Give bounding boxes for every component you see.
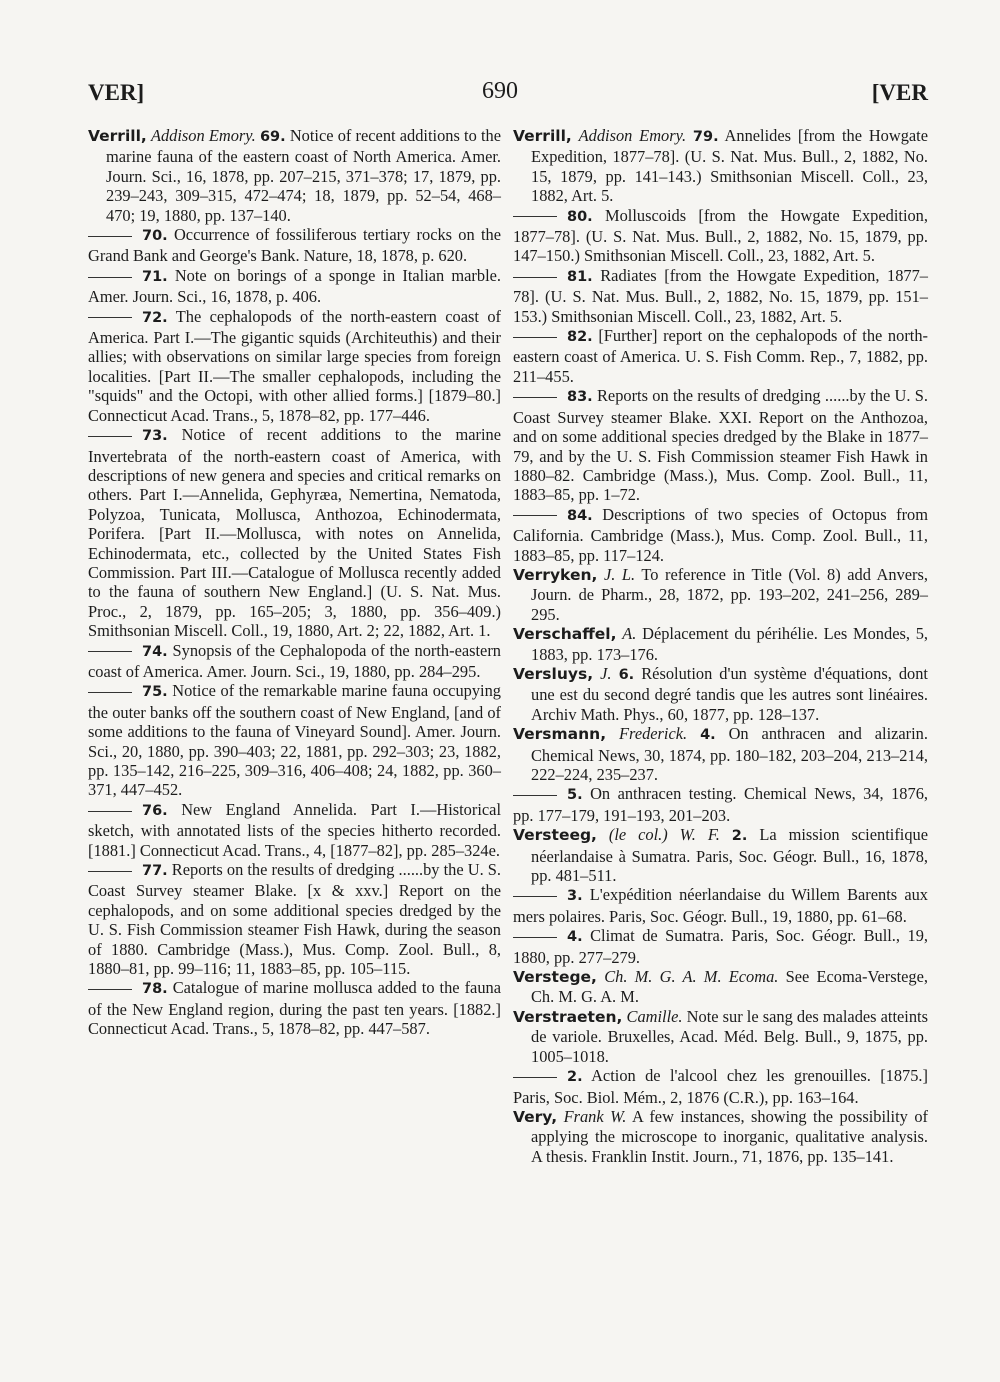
bib-entry xyxy=(513,1007,928,1066)
bib-entry xyxy=(513,885,928,926)
ditto-dash xyxy=(513,795,557,796)
entry-text: Notice of recent additions to the marine fauna of the eastern coast of North America. Amer. Journ. Sci., 16, 1878, pp. 207–215, 371–378; 17, 1879, pp. 239–243, 309–315, 472–474; 18, 1879, pp. 52–54, 468–470; 19, 1880, pp. 137–140. xyxy=(106,126,501,225)
right-column xyxy=(513,126,928,1166)
entry-text: Annelides [from the Howgate Expedition, 1877–78]. (U. S. Nat. Mus. Bull., 2, 1882, No. 15, 1879, pp. 141–143.) Smithsonian Miscell. Coll., 23, 1882, Art. 5. xyxy=(531,126,929,206)
entry-author: Versluys, xyxy=(513,664,594,683)
ditto-dash xyxy=(88,236,132,237)
ditto-dash xyxy=(513,1077,557,1078)
entry-number: 73. xyxy=(142,428,168,445)
ditto-dash xyxy=(88,436,132,437)
bib-entry xyxy=(88,860,501,978)
ditto-dash xyxy=(513,216,557,217)
entry-text: Note sur le sang des malades atteints de variole. Bruxelles, Acad. Méd. Belg. Bull., 9, 1875, pp. 1005–1018. xyxy=(531,1006,928,1066)
entry-text: New England Annelida. Part I.—Historical sketch, with annotated lists of the species hitherto recorded. [1881.] Connecticut Acad. Trans., 4, [1877–82], pp. 285–324e. xyxy=(88,799,501,860)
entry-author: Very, xyxy=(513,1107,558,1126)
bib-entry xyxy=(88,978,501,1038)
entry-text: Catalogue of marine mollusca added to the fauna of the New England region, during the past ten years. [1882.] Connecticut Acad. Trans., 5, 1878–82, pp. 447–587. xyxy=(88,978,501,1039)
bib-entry xyxy=(88,307,501,425)
entry-number: 81. xyxy=(567,268,593,285)
bib-entry xyxy=(88,800,501,860)
bib-entry xyxy=(513,386,928,504)
running-head-left: VER] xyxy=(88,80,145,105)
ditto-dash xyxy=(513,515,557,516)
entry-number: 2. xyxy=(731,828,748,845)
entry-text: Résolution d'un système d'équations, dont une est du second degré tandis que les autres sont linéaires. Archiv Math. Phys., 60, 1877, pp. 128–137. xyxy=(531,663,928,724)
entry-number: 78. xyxy=(142,981,168,998)
ditto-dash xyxy=(88,651,132,652)
entry-text: Descriptions of two species of Octopus from California. Cambridge (Mass.), Mus. Comp. Zool. Bull., 11, 1883–85, pp. 117–124. xyxy=(513,504,928,565)
entry-number: 74. xyxy=(142,643,168,660)
ditto-dash xyxy=(513,397,557,398)
bib-entry xyxy=(513,624,928,664)
entry-number: 80. xyxy=(567,208,593,225)
bib-entry xyxy=(513,825,928,885)
bib-entry xyxy=(513,1107,928,1166)
entry-author-given: J. L. xyxy=(603,564,636,584)
bib-entry xyxy=(88,681,501,799)
entry-number: 2. xyxy=(567,1069,583,1086)
bib-entry xyxy=(513,1066,928,1107)
ditto-dash xyxy=(88,989,132,990)
bib-entry xyxy=(513,664,928,724)
bib-entry xyxy=(88,266,501,307)
entry-number: 69. xyxy=(259,129,286,145)
entry-author-given: Frank W. xyxy=(563,1106,627,1126)
entry-number: 3. xyxy=(567,888,583,905)
entry-number: 82. xyxy=(567,329,593,346)
entry-text: Reports on the results of dredging ......by the U. S. Coast Survey steamer Blake. [x & xxv.] Report on the cephalopods, and on some additional species dredged by the U. S. Fish Commission steamer Fish Hawk, during the season of 1880. Cambridge (Mass.), Mus. Comp. Zool. Bull., 8, 1880–81, pp. 99–116; 11, 1883–85, pp. 105–115. xyxy=(88,860,501,979)
bib-entry xyxy=(513,967,928,1007)
entry-number: 6. xyxy=(618,666,635,683)
entry-number: 77. xyxy=(142,863,168,880)
entry-text: Action de l'alcool chez les grenouilles. [1875.] Paris, Soc. Biol. Mém., 2, 1876 (C.R.), pp. 163–164. xyxy=(513,1066,928,1107)
entry-number: 5. xyxy=(567,787,583,804)
entry-number: 70. xyxy=(142,228,168,245)
entry-author-given: Addison Emory. xyxy=(578,126,687,145)
bib-entry xyxy=(513,724,928,784)
entry-number: 83. xyxy=(567,389,593,406)
entry-text: Déplacement du périhélie. Les Mondes, 5, 1883, pp. 173–176. xyxy=(531,624,928,664)
entry-author-given: Camille. xyxy=(626,1006,683,1026)
bib-entry xyxy=(88,641,501,682)
bib-entry xyxy=(513,565,928,624)
ditto-dash xyxy=(88,317,132,318)
entry-text: L'expédition néerlandaise du Willem Barents aux mers polaires. Paris, Soc. Géogr. Bull., 19, 1880, pp. 61–68. xyxy=(513,885,928,926)
entry-author: Verryken, xyxy=(513,565,598,584)
page-number: 690 xyxy=(482,78,518,104)
ditto-dash xyxy=(88,871,132,872)
entry-author-given: Frederick. xyxy=(619,724,688,744)
entry-number: 71. xyxy=(142,268,168,285)
entry-text: Note on borings of a sponge in Italian marble. Amer. Journ. Sci., 16, 1878, p. 406. xyxy=(88,265,501,307)
running-head-right: [VER xyxy=(871,80,928,105)
entry-author: Versteeg, xyxy=(513,826,597,845)
entry-number: 79. xyxy=(692,129,719,145)
bib-entry xyxy=(88,126,501,225)
entry-author: Verrill, xyxy=(88,127,147,145)
left-column xyxy=(88,126,501,1039)
ditto-dash xyxy=(513,937,557,938)
entry-text: On anthracen testing. Chemical News, 34, 1876, pp. 177–179, 191–193, 201–203. xyxy=(513,784,928,825)
bib-entry xyxy=(513,266,928,326)
entry-text: Reports on the results of dredging ......by the U. S. Coast Survey steamer Blake. XXI. Report on the Anthozoa, and on some additional species dredged by the Blake in 1877–79, and by the U. S. Fish Commission steamer Fish Hawk in 1880–82. Cambridge (Mass.), Mus. Comp. Zool. Bull., 11, 1883–85, pp. 1–72. xyxy=(513,386,928,505)
ditto-dash xyxy=(88,811,132,812)
entry-text: [Further] report on the cephalopods of the north-eastern coast of America. U. S. Fish Comm. Rep., 7, 1882, pp. 211–455. xyxy=(513,326,928,386)
entry-text: Notice of recent additions to the marine Invertebrata of the north-eastern coast of America, with descriptions of new genera and species and critical remarks on others. Part I.—Annelida, Gephyræa, Nemertina, Nematoda, Polyzoa, Tunicata, Mollusca, Anthozoa, Echinodermata, Porifera. [Part II.—Mollusca, with notes on Annelida, Echinodermata, etc., collected by the United States Fish Commission. Part III.—Catalogue of Mollusca recently added to the fauna of southern New England.] (U. S. Nat. Mus. Proc., 2, 1879, pp. 165–205; 3, 1880, pp. 356–409.) Smithsonian Miscell. Coll., 19, 1880, Art. 2; 22, 1882, Art. 1. xyxy=(88,425,501,641)
entry-text: La mission scientifique néerlandaise à Sumatra. Paris, Soc. Géogr. Bull., 16, 1878, pp. 481–511. xyxy=(531,825,928,886)
ditto-dash xyxy=(513,277,557,278)
entry-author-given: J. xyxy=(600,663,612,683)
bib-entry xyxy=(513,505,928,565)
bib-entry xyxy=(513,126,928,206)
entry-author: Verstraeten, xyxy=(513,1007,623,1026)
entry-text: See Ecoma-Verstege, Ch. M. G. A. M. xyxy=(531,967,929,1007)
ditto-dash xyxy=(513,337,557,338)
entry-author-given: A. xyxy=(622,624,637,644)
entry-text: Synopsis of the Cephalopoda of the north-eastern coast of America. Amer. Journ. Sci., 19, 1880, pp. 284–295. xyxy=(88,640,501,681)
ditto-dash xyxy=(513,896,557,897)
bib-entry xyxy=(513,784,928,825)
ditto-dash xyxy=(88,277,132,278)
entry-text: Occurrence of fossiliferous tertiary rocks on the Grand Bank and George's Bank. Nature, 18, 1878, p. 620. xyxy=(88,225,501,266)
entry-number: 4. xyxy=(700,727,716,744)
entry-author-given: (le col.) W. F. xyxy=(608,825,720,845)
entry-author: Verrill, xyxy=(513,127,572,145)
bib-entry xyxy=(513,206,928,266)
entry-author: Verstege, xyxy=(513,968,597,987)
entry-number: 4. xyxy=(567,929,583,946)
entry-number: 72. xyxy=(142,309,168,326)
bib-entry xyxy=(88,225,501,266)
bib-entry xyxy=(513,926,928,967)
ditto-dash xyxy=(88,692,132,693)
entry-text: On anthracen and alizarin. Chemical News, 30, 1874, pp. 180–182, 203–204, 213–214, 222–224, 235–237. xyxy=(531,724,928,784)
entry-number: 76. xyxy=(142,802,168,819)
entry-number: 75. xyxy=(142,684,168,701)
bib-entry xyxy=(88,425,501,640)
entry-number: 84. xyxy=(567,507,593,524)
entry-author-given: Ch. M. G. A. M. Ecoma. xyxy=(604,967,779,987)
entry-author: Versmann, xyxy=(513,725,607,744)
entry-author: Verschaffel, xyxy=(513,625,617,644)
entry-text: The cephalopods of the north-eastern coast of America. Part I.—The gigantic squids (Architeuthis) and their allies; with observations on similar large species from foreign localities. [Part II.—The smaller cephalopods, including the "squids" and the Octopi, with other allied forms.] [1879–80.] Connecticut Acad. Trans., 5, 1878–82, pp. 177–446. xyxy=(88,306,501,425)
page-header xyxy=(0,80,1000,120)
entry-text: Climat de Sumatra. Paris, Soc. Géogr. Bull., 19, 1880, pp. 277–279. xyxy=(513,926,928,967)
entry-text: Notice of the remarkable marine fauna occupying the outer banks off the southern coast of New England, [and of some additions to the fauna of Vineyard Sound]. Amer. Journ. Sci., 20, 1880, pp. 390–403; 22, 1881, pp. 292–303; 23, 1882, pp. 135–142, 216–225, 309–316, 406–408; 24, 1882, pp. 360–371, 447–452. xyxy=(88,681,501,800)
entry-text: Molluscoids [from the Howgate Expedition, 1877–78]. (U. S. Nat. Mus. Bull., 2, 1882, No. 15, 1879, pp. 147–150.) Smithsonian Miscell. Coll., 23, 1882, Art. 5. xyxy=(513,205,928,266)
entry-text: Radiates [from the Howgate Expedition, 1877–78]. (U. S. Nat. Mus. Bull., 2, 1882, No. 15, 1879, pp. 151–153.) Smithsonian Miscell. Coll., 23, 1882, Art. 5. xyxy=(513,265,928,326)
entry-text: A few instances, showing the possibility of applying the microscope to inorganic, qualitative analysis. A thesis. Franklin Instit. Journ., 71, 1876, pp. 135–141. xyxy=(531,1106,928,1166)
entry-author-given: Addison Emory. xyxy=(150,126,256,145)
entry-text: To reference in Title (Vol. 8) add Anvers, Journ. de Pharm., 28, 1872, pp. 193–202, 241–256, 289–295. xyxy=(531,564,928,624)
bib-entry xyxy=(513,326,928,386)
